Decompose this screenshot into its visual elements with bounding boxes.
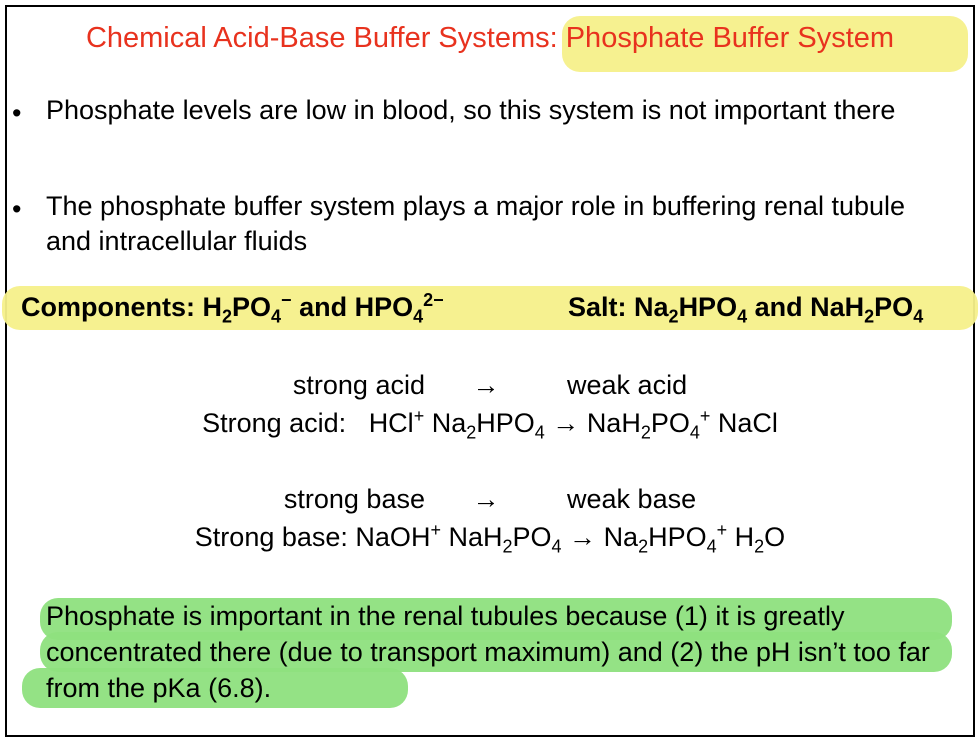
- weak-base-word: weak base: [567, 484, 697, 514]
- salt-and: and: [754, 292, 803, 322]
- salt-label: Salt:: [568, 292, 627, 322]
- base-equation: [0, 520, 980, 557]
- base-words: [0, 484, 980, 515]
- base-label: Strong base:: [194, 522, 348, 552]
- acid-equation-text: HCl+ $Na_2HPO_4 \to NaH_2PO_4^+$ NaCl: [368, 406, 778, 443]
- bullet-dot-1: •: [12, 98, 22, 128]
- arrow-icon: →: [472, 484, 500, 514]
- acid-equation: [0, 406, 980, 443]
- note-text: Phosphate is important in the renal tubules because (1) it is greatly concentrated there (due to transport maximum) and (2) the pH isn’t too far from the pKa (6.8).: [46, 601, 930, 703]
- bullet-text-2: The phosphate buffer system plays a major role in buffering renal tubule and intracellular fluids: [46, 191, 906, 256]
- acid-label: Strong acid:: [202, 408, 347, 438]
- components-line: [21, 290, 444, 327]
- base-equation-text: NaOH+ $NaH_2PO_4 \to Na_2HPO_4^+$ $H_2O$: [355, 520, 786, 557]
- components-and: and: [299, 292, 348, 322]
- strong-acid-word: strong acid: [292, 370, 425, 400]
- formula-h2po4: $H_2PO_4^-$: [202, 290, 292, 327]
- components-label: Components:: [21, 292, 195, 322]
- acid-words: [0, 370, 980, 401]
- arrow-icon: →: [472, 370, 500, 400]
- formula-nah2po4: $NaH_2PO_4$: [810, 292, 924, 327]
- bullet-text-1: Phosphate levels are low in blood, so this system is not important there: [46, 95, 896, 125]
- strong-base-word: strong base: [283, 484, 425, 514]
- weak-acid-word: weak acid: [567, 370, 688, 400]
- title-part1: Chemical Acid-Base Buffer Systems:: [85, 22, 566, 54]
- title-part2: Phosphate Buffer System: [565, 22, 895, 54]
- bullet-dot-2: •: [12, 194, 22, 224]
- formula-hpo4: $HPO_4^{2-}$: [354, 290, 444, 327]
- salt-line: [568, 292, 924, 327]
- slide-title: [0, 22, 980, 55]
- formula-na2hpo4: $Na_2HPO_4$: [634, 292, 748, 327]
